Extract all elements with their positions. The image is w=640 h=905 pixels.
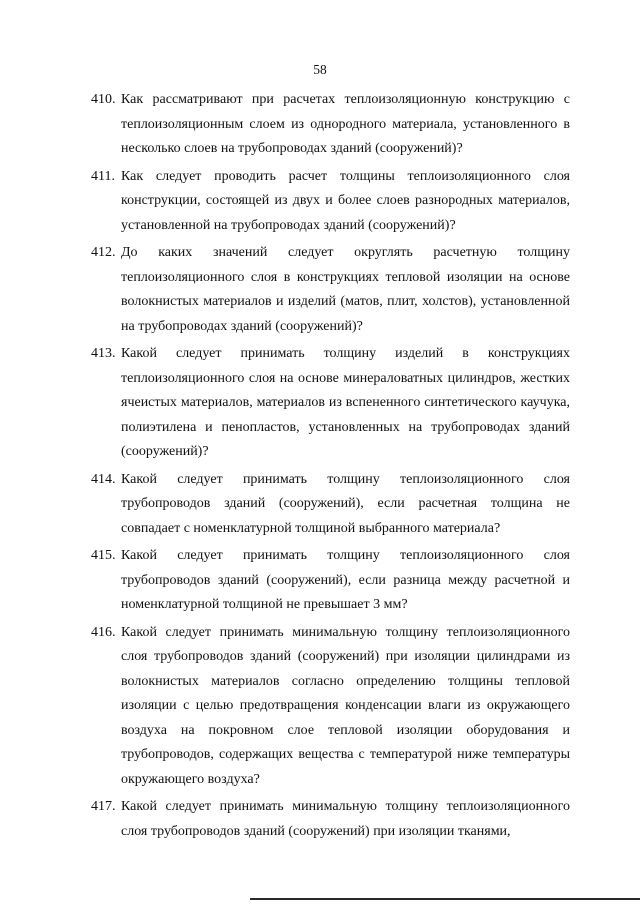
question-number: 412. — [91, 245, 116, 260]
question-item — [91, 544, 570, 618]
question-text: Какой следует принимать минимальную толщину теплоизоляционного слоя трубопроводов зданий (сооружений) при изоляции цилиндрами из волокнистых материалов согласно определению толщины тепловой изоляции с целью предотвращения конденсации влаги из окружающего воздуха на покровном слое тепловой изоляции оборудования и трубопроводов, содержащих вещества с температурой ниже температуры окружающего воздуха? — [121, 624, 570, 787]
question-item — [91, 795, 570, 844]
question-item — [91, 342, 570, 465]
question-text: Как следует проводить расчет толщины теплоизоляционного слоя конструкции, состоящей из двух и более слоев разнородных материалов, установленной на трубопроводах зданий (сооружений)? — [121, 168, 570, 233]
question-item — [91, 241, 570, 339]
question-number: 411. — [91, 168, 115, 184]
question-text: Какой следует принимать толщину теплоизоляционного слоя трубопроводов зданий (сооружений), если расчетная толщина не совпадает с номенклатурной толщиной выбранного материала? — [121, 471, 570, 536]
question-number: 416. — [91, 624, 116, 640]
page-number: 58 — [313, 62, 327, 77]
question-item — [91, 621, 570, 793]
question-number: 417. — [91, 799, 116, 814]
question-item — [91, 88, 570, 162]
scan-edge-line — [250, 898, 640, 900]
question-text: Какой следует принимать минимальную толщину теплоизоляционного слоя трубопроводов зданий (сооружений) при изоляции тканями, — [121, 799, 570, 839]
question-list — [91, 88, 570, 847]
question-number: 410. — [91, 92, 116, 107]
question-number: 415. — [91, 548, 116, 563]
question-number: 414. — [91, 471, 116, 487]
question-item — [91, 165, 570, 239]
question-text: Как рассматривают при расчетах теплоизоляционную конструкцию с теплоизоляционным слоем из однородного материала, установленного в несколько слоев на трубопроводах зданий (сооружений)? — [121, 92, 570, 156]
question-number: 413. — [91, 346, 116, 361]
question-text: Какой следует принимать толщину изделий в конструкциях теплоизоляционного слоя на основе минераловатных цилиндров, жестких ячеистых материалов, материалов из вспененного синтетического каучука, полиэтилена и пенопластов, установленных на трубопроводах зданий (сооружений)? — [121, 346, 570, 459]
question-item — [91, 468, 570, 542]
question-text: Какой следует принимать толщину теплоизоляционного слоя трубопроводов зданий (сооружений), если разница между расчетной и номенклатурной толщиной не превышает 3 мм? — [121, 548, 570, 612]
question-text: До каких значений следует округлять расчетную толщину теплоизоляционного слоя в конструкциях тепловой изоляции на основе волокнистых материалов и изделий (матов, плит, холстов), установленной на трубопроводах зданий (сооружений)? — [121, 245, 570, 334]
